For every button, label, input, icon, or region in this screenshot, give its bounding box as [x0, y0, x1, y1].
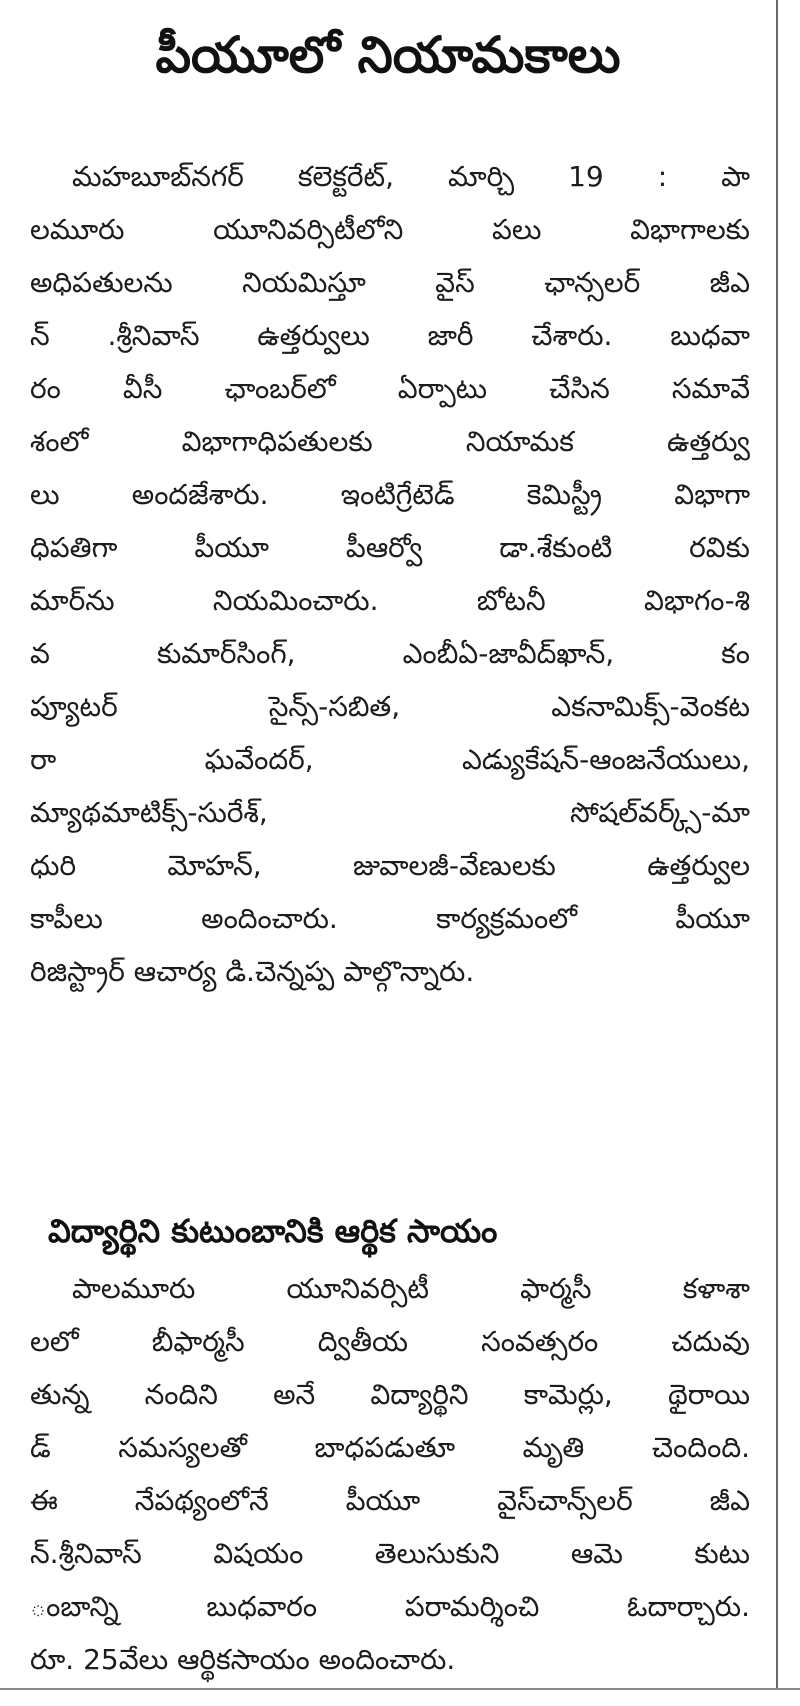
- text-line: ఈ నేపథ్యంలోనే పీయూ వైస్‌చాన్స్‌లర్ జీఎ: [30, 1484, 750, 1517]
- text-line: మార్‌ను నియమించారు. బోటనీ విభాగం-శి: [30, 584, 750, 617]
- bottom-rule: [0, 1688, 800, 1690]
- text-line: కాపీలు అందించారు. కార్యక్రమంలో పీయూ: [30, 902, 750, 935]
- text-line: రా ఘవేందర్, ఎడ్యుకేషన్-ఆంజనేయులు,: [30, 743, 750, 776]
- text-line: ంబాన్ని బుధవారం పరామర్శించి ఓదార్చారు.: [30, 1590, 750, 1623]
- text-line: మ్యాథమాటిక్స్-సురేశ్, సోషల్‌వర్క్స్-మా: [30, 796, 750, 829]
- text-line: శంలో విభాగాధిపతులకు నియామక ఉత్తర్వు: [30, 425, 750, 458]
- text-line: వ కుమార్‌సింగ్, ఎంబీఏ-జావీద్‌ఖాన్, కం: [30, 637, 750, 670]
- text-line: ధురి మోహన్, జువాలజీ-వేణులకు ఉత్తర్వుల: [30, 849, 750, 882]
- text-line: లలో బీఫార్మసీ ద్వితీయ సంవత్సరం చదువు: [30, 1325, 750, 1358]
- text-line: తున్న నందిని అనే విద్యార్థిని కామెర్లు, థైరాయి: [30, 1378, 750, 1411]
- text-line: లు అందజేశారు. ఇంటిగ్రేటెడ్ కెమిస్ట్రీ విభాగా: [30, 478, 750, 511]
- text-line: రం వీసీ ఛాంబర్‌లో ఏర్పాటు చేసిన సమావే: [30, 372, 750, 405]
- subheading: విద్యార్థిని కుటుంబానికి ఆర్థిక సాయం: [48, 1212, 498, 1250]
- text-line: ప్యూటర్ సైన్స్-సబిత, ఎకనామిక్స్-వెంకట: [30, 690, 750, 723]
- text-line: పాలమూరు యూనివర్సిటీ ఫార్మసీ కళాశా: [72, 1272, 750, 1305]
- text-line: న్.శ్రీనివాస్ విషయం తెలుసుకుని ఆమె కుటు: [30, 1537, 750, 1570]
- headline: పీయూలో నియామకాలు: [155, 26, 621, 84]
- text-line: రిజిస్ట్రార్ ఆచార్య డి.చెన్నప్ప పాల్గొన్నారు.: [30, 955, 475, 988]
- column-rule: [776, 0, 778, 1690]
- text-line: అధిపతులను నియమిస్తూ వైస్ ఛాన్సలర్ జీఎ: [30, 266, 750, 299]
- text-line: న్ .శ్రీనివాస్ ఉత్తర్వులు జారీ చేశారు. బుధవా: [30, 319, 750, 352]
- text-line: డ్ సమస్యలతో బాధపడుతూ మృతి చెందింది.: [30, 1431, 750, 1464]
- article-paragraph-1: [30, 150, 750, 998]
- text-line: ధిపతిగా పీయూ పీఆర్వో డా.శేకుంటి రవికు: [30, 531, 750, 564]
- text-line: రూ. 25వేలు ఆర్థికసాయం అందించారు.: [30, 1643, 456, 1676]
- article-paragraph-2: [30, 1262, 750, 1686]
- text-line: మహబూబ్‌నగర్ కలెక్టరేట్, మార్చి 19 : పా: [72, 160, 750, 193]
- text-line: లమూరు యూనివర్సిటీలోని పలు విభాగాలకు: [30, 213, 750, 246]
